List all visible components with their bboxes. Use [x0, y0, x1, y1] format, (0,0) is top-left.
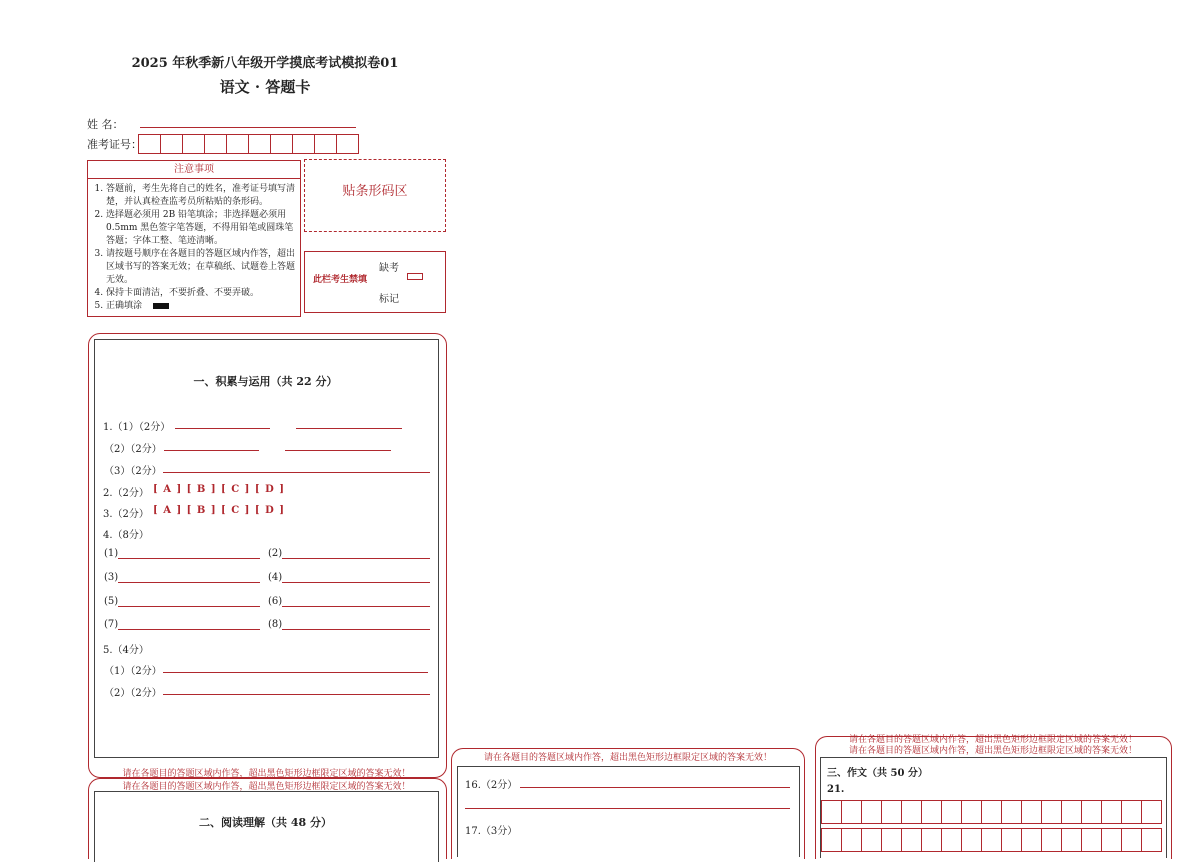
essay-grid[interactable]: [822, 801, 1162, 824]
q4-item-label: (4): [268, 572, 283, 583]
essay-cell[interactable]: [981, 800, 1002, 824]
answer-area-warning: 请在各题目的答题区域内作答，超出黑色矩形边框限定区域的答案无效！: [483, 753, 772, 763]
section1-heading: 一、积累与运用（共 22 分）: [193, 375, 338, 388]
answer-area-warning: 请在各题目的答题区域内作答，超出黑色矩形边框限定区域的答案无效！: [122, 782, 411, 792]
notice-list: [88, 183, 300, 313]
q4-answer-line[interactable]: [118, 582, 260, 583]
answer-card-subtitle: 语文 · 答题卡: [219, 78, 311, 96]
q1-1-answer-line-b[interactable]: [296, 428, 402, 429]
notice-item: 2. 选择题必须用 2B 铅笔填涂；非选择题必须用 0.5mm 黑色签字笔答题，不得用铅笔或圆珠笔答题；字体工整、笔迹清晰。: [106, 209, 296, 248]
essay-cell[interactable]: [841, 828, 862, 852]
q4-item-label: (1): [104, 548, 119, 559]
id-digit-box[interactable]: [160, 134, 183, 154]
name-field[interactable]: [140, 127, 356, 128]
essay-cell[interactable]: [901, 800, 922, 824]
q21-label: 21.: [827, 784, 845, 795]
essay-cell[interactable]: [841, 800, 862, 824]
barcode-area: 贴条形码区: [304, 159, 446, 232]
answer-area-warning: 请在各题目的答题区域内作答，超出黑色矩形边框限定区域的答案无效！: [122, 769, 411, 779]
essay-cell[interactable]: [1021, 828, 1042, 852]
q1-3-label: （3）（2分）: [104, 466, 162, 477]
q5-1-answer-line[interactable]: [163, 672, 428, 673]
essay-cell[interactable]: [1141, 828, 1162, 852]
q4-answer-line[interactable]: [282, 582, 430, 583]
essay-cell[interactable]: [1101, 828, 1122, 852]
essay-cell[interactable]: [1041, 828, 1062, 852]
exam-title: 2025 年秋季新八年级开学摸底考试模拟卷01: [131, 56, 399, 71]
q5-2-label: （2）（2分）: [104, 688, 162, 699]
essay-cell[interactable]: [961, 800, 982, 824]
essay-cell[interactable]: [861, 828, 882, 852]
notice-item: 1. 答题前，考生先将自己的姓名，准考证号填写清楚，并认真检查监考员所粘贴的条形码。: [106, 183, 296, 209]
id-label: 准考证号：: [87, 138, 142, 151]
q4-item-label: (3): [104, 572, 119, 583]
q1-2-answer-line-a[interactable]: [164, 450, 259, 451]
q4-item-label: (8): [268, 619, 283, 630]
q4-item-label: (7): [104, 619, 119, 630]
section2-heading: 二、阅读理解（共 48 分）: [199, 816, 332, 829]
q2-choice-options[interactable]: [ A ] [ B ] [ C ] [ D ]: [153, 484, 285, 495]
q17-label: 17.（3分）: [465, 826, 518, 837]
essay-cell[interactable]: [861, 800, 882, 824]
essay-cell[interactable]: [1021, 800, 1042, 824]
notice-item: 3. 请按题号顺序在各题目的答题区域内作答，超出区域书写的答案无效；在草稿纸、试题卷上答题无效。: [106, 248, 296, 287]
essay-cell[interactable]: [881, 828, 902, 852]
id-digit-box[interactable]: [336, 134, 359, 154]
answer-area-warning: 请在各题目的答题区域内作答，超出黑色矩形边框限定区域的答案无效！: [848, 735, 1137, 745]
q5-2-answer-line[interactable]: [163, 694, 430, 695]
notice-item: [106, 300, 296, 313]
absent-forbidden-label: 此栏考生禁填: [313, 275, 368, 285]
essay-cell[interactable]: [1121, 828, 1142, 852]
id-digit-box[interactable]: [314, 134, 337, 154]
essay-cell[interactable]: [821, 800, 842, 824]
essay-cell[interactable]: [1101, 800, 1122, 824]
essay-cell[interactable]: [1041, 800, 1062, 824]
essay-cell[interactable]: [1001, 828, 1022, 852]
id-digit-box[interactable]: [226, 134, 249, 154]
name-label: 姓 名：: [87, 118, 124, 131]
essay-cell[interactable]: [921, 800, 942, 824]
id-digit-box[interactable]: [270, 134, 293, 154]
essay-cell[interactable]: [1061, 828, 1082, 852]
q4-answer-line[interactable]: [118, 606, 260, 607]
q16-label: 16.（2分）: [465, 780, 518, 791]
notice-item-text: 正确填涂: [106, 301, 143, 311]
essay-cell[interactable]: [1001, 800, 1022, 824]
q4-answer-line[interactable]: [282, 558, 430, 559]
q4-answer-line[interactable]: [282, 606, 430, 607]
id-digit-box[interactable]: [204, 134, 227, 154]
essay-cell[interactable]: [1121, 800, 1142, 824]
essay-cell[interactable]: [1061, 800, 1082, 824]
q4-label: 4.（8分）: [103, 530, 149, 541]
essay-cell[interactable]: [941, 828, 962, 852]
absent-box: [304, 251, 446, 313]
essay-cell[interactable]: [1081, 800, 1102, 824]
essay-cell[interactable]: [901, 828, 922, 852]
q1-2-label: （2）（2分）: [104, 444, 162, 455]
id-digit-box[interactable]: [138, 134, 161, 154]
q4-item-label: (5): [104, 596, 119, 607]
id-number-boxes[interactable]: [139, 134, 359, 154]
q2-label: 2.（2分）: [103, 488, 149, 499]
q5-label: 5.（4分）: [103, 645, 149, 656]
q1-1-label: 1.（1）（2分）: [103, 422, 171, 433]
q1-2-answer-line-b[interactable]: [285, 450, 391, 451]
id-digit-box[interactable]: [292, 134, 315, 154]
absent-top-label: 缺考: [379, 263, 399, 274]
q3-choice-options[interactable]: [ A ] [ B ] [ C ] [ D ]: [153, 505, 285, 516]
essay-cell[interactable]: [941, 800, 962, 824]
essay-cell[interactable]: [881, 800, 902, 824]
essay-cell[interactable]: [1081, 828, 1102, 852]
id-digit-box[interactable]: [248, 134, 271, 154]
essay-cell[interactable]: [1141, 800, 1162, 824]
q4-answer-line[interactable]: [118, 558, 260, 559]
essay-cell[interactable]: [961, 828, 982, 852]
q16-answer-line[interactable]: [520, 787, 790, 788]
absent-bottom-label: 标记: [379, 294, 399, 305]
q1-3-answer-line[interactable]: [163, 472, 430, 473]
q5-1-label: （1）（2分）: [104, 666, 162, 677]
id-digit-box[interactable]: [182, 134, 205, 154]
q4-item-label: (6): [268, 596, 283, 607]
absent-mark-box[interactable]: [407, 273, 423, 280]
notice-title: 注意事项: [88, 161, 300, 179]
q4-answer-line[interactable]: [118, 629, 260, 630]
q1-1-answer-line-a[interactable]: [175, 428, 270, 429]
filled-mark-sample: [153, 303, 169, 309]
essay-cell[interactable]: [821, 828, 842, 852]
section3-heading: 三、作文（共 50 分）: [827, 768, 928, 779]
q4-item-label: (2): [268, 548, 283, 559]
answer-area-warning: 请在各题目的答题区域内作答，超出黑色矩形边框限定区域的答案无效！: [848, 746, 1137, 756]
notice-box: [87, 160, 301, 317]
essay-cell[interactable]: [981, 828, 1002, 852]
q3-label: 3.（2分）: [103, 509, 149, 520]
essay-cell[interactable]: [921, 828, 942, 852]
notice-item: 4. 保持卡面清洁，不要折叠、不要弄破。: [106, 287, 296, 300]
q4-answer-line[interactable]: [282, 629, 430, 630]
q16-answer-line[interactable]: [465, 808, 790, 809]
